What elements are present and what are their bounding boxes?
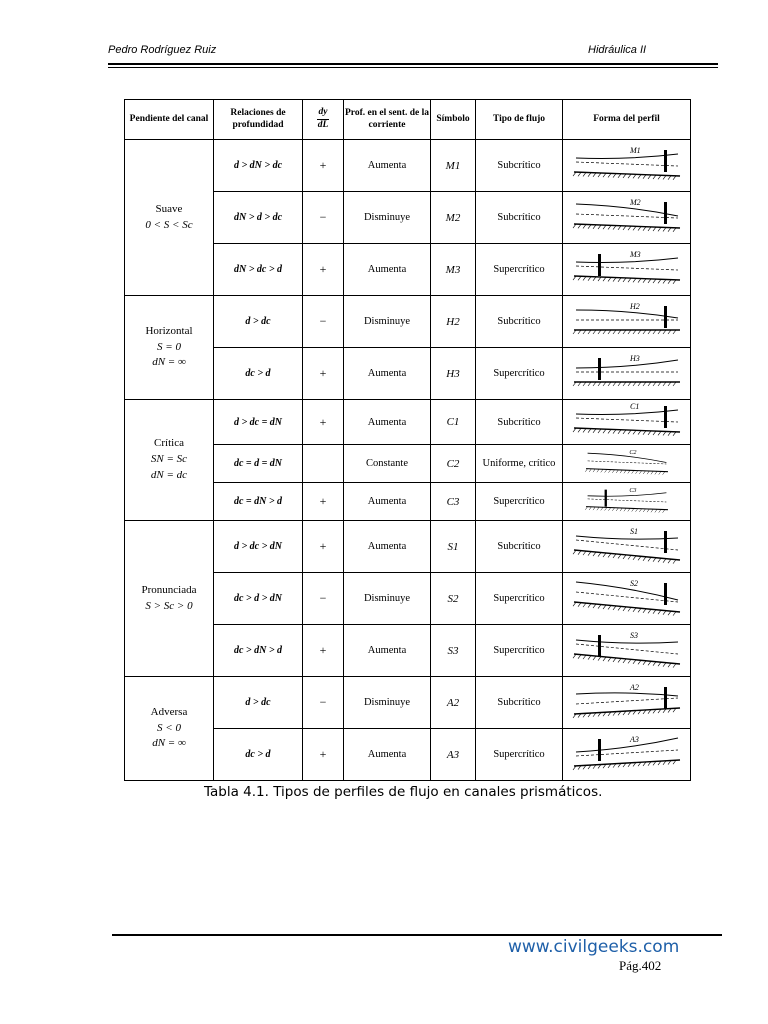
depth-reference-line [587, 498, 666, 501]
bed-hatch [643, 660, 646, 664]
flow-type: Subcrítico [476, 140, 563, 192]
profile-sketch-icon [568, 629, 686, 673]
bed-hatch [573, 550, 576, 554]
depth-reference-line [587, 460, 666, 463]
flow-type: Subcrítico [476, 296, 563, 348]
profile-label: H2 [629, 301, 640, 311]
dl-label: dL [317, 120, 329, 130]
profile-label: C2 [628, 448, 637, 456]
profile-label: A2 [629, 682, 639, 692]
bed-hatch [613, 553, 616, 557]
bed-hatch [648, 609, 651, 613]
flow-type: Subcrítico [476, 521, 563, 573]
profile-label: H3 [629, 353, 640, 363]
profile-sketch-icon [568, 248, 686, 292]
gate-control [664, 202, 667, 224]
profile-symbol: S3 [431, 625, 476, 677]
profile-shape-cell [563, 140, 691, 192]
depth-relation: dN > d > dc [214, 192, 303, 244]
depth-relation: dN > dc > d [214, 244, 303, 296]
depth-reference-line [576, 266, 678, 270]
bed-hatch [588, 655, 591, 659]
profile-sketch-icon [568, 733, 686, 777]
slope-group-cell [125, 296, 214, 400]
dydl-sign: + [303, 521, 344, 573]
table-row [125, 296, 691, 348]
dydl-sign: − [303, 296, 344, 348]
profile-sketch-icon [568, 485, 686, 519]
bed-hatch [648, 661, 651, 665]
slope-name: Pronunciada [141, 583, 197, 596]
profile-shape-cell [563, 573, 691, 625]
dydl-sign [303, 445, 344, 483]
bed-hatch [588, 551, 591, 555]
water-surface-curve [587, 453, 666, 462]
bed-hatch [638, 660, 641, 664]
dydl-sign: + [303, 348, 344, 400]
gate-control [664, 687, 667, 709]
profile-label: C3 [628, 486, 637, 494]
col-tipo: Tipo de flujo [476, 100, 563, 140]
bed-hatch [653, 609, 656, 613]
bed-hatch [668, 611, 671, 615]
bed-hatch [653, 661, 656, 665]
profile-label: M1 [629, 145, 641, 155]
footer-rule [112, 934, 722, 936]
bed-hatch [628, 555, 631, 559]
bed-hatch [603, 605, 606, 609]
depth-reference-line [576, 418, 678, 422]
water-surface-curve [576, 738, 678, 752]
profile-symbol: M1 [431, 140, 476, 192]
footer-site-link[interactable]: www.civilgeeks.com [508, 937, 680, 957]
gate-control [598, 358, 601, 380]
depth-reference-line [576, 540, 678, 550]
bed-hatch [643, 608, 646, 612]
water-surface-curve [576, 258, 678, 263]
profile-shape-cell [563, 521, 691, 573]
profile-sketch-icon [568, 577, 686, 621]
depth-trend: Disminuye [344, 296, 431, 348]
profile-shape-cell [563, 625, 691, 677]
profile-shape-cell [563, 296, 691, 348]
profile-label: A3 [629, 734, 639, 744]
profile-shape-cell [563, 445, 691, 483]
bed-hatch [598, 604, 601, 608]
profile-sketch-icon [568, 447, 686, 481]
depth-trend: Aumenta [344, 521, 431, 573]
bed-hatch [648, 557, 651, 561]
bed-hatch [638, 556, 641, 560]
slope-cond1: SN = Sc [150, 453, 188, 466]
gate-control [664, 531, 667, 553]
profile-symbol: A3 [431, 729, 476, 781]
depth-trend: Aumenta [344, 729, 431, 781]
flow-type: Supercrítico [476, 244, 563, 296]
bed-hatch [618, 606, 621, 610]
flow-type: Supercrítico [476, 729, 563, 781]
depth-trend: Aumenta [344, 140, 431, 192]
bed-hatch [618, 658, 621, 662]
bed-hatch [588, 603, 591, 607]
bed-hatch [638, 608, 641, 612]
profile-symbol: M3 [431, 244, 476, 296]
depth-trend: Aumenta [344, 625, 431, 677]
depth-relation: d > dN > dc [214, 140, 303, 192]
depth-relation: dc > d [214, 729, 303, 781]
flow-type: Subcrítico [476, 677, 563, 729]
profile-shape-cell [563, 483, 691, 521]
gate-control [664, 583, 667, 605]
flow-type: Supercrítico [476, 483, 563, 521]
profile-label: S3 [629, 630, 638, 640]
bed-hatch [593, 656, 596, 660]
dydl-sign: + [303, 625, 344, 677]
bed-hatch [583, 551, 586, 555]
bed-hatch [663, 558, 666, 562]
slope-group-cell [125, 521, 214, 677]
dydl-sign: − [303, 192, 344, 244]
depth-relation: dc > d [214, 348, 303, 400]
depth-trend: Aumenta [344, 244, 431, 296]
depth-relation: dc > dN > d [214, 625, 303, 677]
gate-control [598, 739, 601, 761]
slope-cond2: dN = ∞ [152, 737, 186, 750]
col-forma: Forma del perfil [563, 100, 691, 140]
depth-reference-line [576, 214, 678, 218]
depth-relation: dc = d = dN [214, 445, 303, 483]
bed-hatch [598, 552, 601, 556]
profile-shape-cell [563, 192, 691, 244]
bed-hatch [658, 558, 661, 562]
profile-symbol: C2 [431, 445, 476, 483]
profile-sketch-icon [568, 525, 686, 569]
depth-reference-line [576, 162, 678, 166]
depth-relation: dc > d > dN [214, 573, 303, 625]
depth-relation: d > dc > dN [214, 521, 303, 573]
bed-hatch [658, 610, 661, 614]
profile-symbol: M2 [431, 192, 476, 244]
gate-control [604, 489, 606, 506]
col-pendiente: Pendiente del canal [125, 100, 214, 140]
header-author: Pedro Rodríguez Ruiz [108, 44, 217, 56]
profile-shape-cell [563, 677, 691, 729]
bed-hatch [633, 659, 636, 663]
bed-hatch [593, 552, 596, 556]
col-relaciones: Relaciones de profundidad [214, 100, 303, 140]
water-surface-curve [576, 154, 678, 159]
profile-label: S2 [629, 578, 638, 588]
dydl-sign: + [303, 140, 344, 192]
slope-group-cell [125, 400, 214, 521]
slope-cond1: S > Sc > 0 [145, 599, 193, 612]
slope-group-cell [125, 677, 214, 781]
slope-group-cell [125, 140, 214, 296]
water-surface-curve [576, 204, 678, 216]
gate-control [598, 635, 601, 657]
bed-hatch [603, 553, 606, 557]
bed-hatch [578, 654, 581, 658]
dy-label: dy [317, 107, 330, 120]
profile-sketch-icon [568, 144, 686, 188]
bed-hatch [633, 555, 636, 559]
flow-type: Supercrítico [476, 573, 563, 625]
profile-shape-cell [563, 729, 691, 781]
depth-reference-line [576, 644, 678, 654]
slope-cond2: dN = dc [150, 468, 188, 481]
bed-hatch [608, 605, 611, 609]
bed-hatch [583, 603, 586, 607]
water-surface-curve [576, 360, 678, 368]
flow-type: Supercrítico [476, 625, 563, 677]
flow-type: Subcrítico [476, 192, 563, 244]
profile-label: S1 [629, 526, 638, 536]
bed-hatch [598, 656, 601, 660]
dydl-sign: − [303, 677, 344, 729]
header-subject: Hidráulica II [588, 44, 647, 56]
water-surface-curve [576, 640, 678, 643]
depth-trend: Disminuye [344, 677, 431, 729]
col-simbolo: Símbolo [431, 100, 476, 140]
profile-symbol: H3 [431, 348, 476, 400]
bed-hatch [628, 607, 631, 611]
bed-hatch [673, 663, 676, 667]
col-prof: Prof. en el sent. de la corriente [344, 100, 431, 140]
profile-sketch-icon [568, 300, 686, 344]
water-surface-curve [576, 536, 678, 539]
profile-shape-cell [563, 348, 691, 400]
depth-trend: Constante [344, 445, 431, 483]
depth-reference-line [576, 592, 678, 602]
bed-hatch [613, 657, 616, 661]
slope-name: Crítica [154, 437, 184, 450]
slope-cond2: dN = ∞ [152, 356, 186, 369]
profile-sketch-icon [568, 352, 686, 396]
flow-type: Supercrítico [476, 348, 563, 400]
bed-hatch [623, 606, 626, 610]
bed-hatch [608, 553, 611, 557]
depth-reference-line [576, 698, 678, 704]
water-surface-curve [576, 692, 678, 695]
table-caption: Tabla 4.1. Tipos de perfiles de flujo en canales prismáticos. [204, 784, 603, 800]
slope-cond1: S = 0 [157, 340, 181, 353]
table-row [125, 521, 691, 573]
page-number: Pág.402 [619, 958, 662, 973]
gate-control [598, 254, 601, 276]
profile-sketch-icon [568, 196, 686, 240]
slope-name: Adversa [150, 705, 188, 718]
water-surface-curve [576, 410, 678, 415]
slope-name: Horizontal [145, 324, 193, 337]
flow-type: Uniforme, crítico [476, 445, 563, 483]
profile-sketch-icon [568, 681, 686, 725]
dydl-sign: + [303, 729, 344, 781]
profile-symbol: S2 [431, 573, 476, 625]
profile-label: C1 [629, 402, 639, 411]
profile-symbol: C1 [431, 400, 476, 445]
header-rule [108, 63, 718, 65]
flow-profiles-table [124, 99, 691, 781]
gate-control [664, 306, 667, 328]
bed-hatch [673, 559, 676, 563]
table-row [125, 400, 691, 445]
flow-type: Subcrítico [476, 400, 563, 445]
dydl-sign: + [303, 400, 344, 445]
table-body [125, 140, 691, 781]
bed-hatch [618, 554, 621, 558]
profile-sketch-icon [568, 400, 686, 444]
table-row [125, 140, 691, 192]
depth-relation: d > dc [214, 677, 303, 729]
bed-hatch [603, 657, 606, 661]
bed-hatch [663, 662, 666, 666]
bed-hatch [578, 550, 581, 554]
depth-trend: Aumenta [344, 483, 431, 521]
depth-trend: Aumenta [344, 348, 431, 400]
slope-name: Suave [155, 202, 183, 215]
slope-cond1: 0 < S < Sc [145, 218, 193, 231]
dydl-sign: + [303, 244, 344, 296]
header-rule-thin [108, 67, 718, 68]
bed-hatch [623, 554, 626, 558]
depth-relation: d > dc = dN [214, 400, 303, 445]
bed-hatch [573, 654, 576, 658]
bed-hatch [663, 610, 666, 614]
bed-hatch [583, 655, 586, 659]
bed-hatch [573, 602, 576, 606]
profile-symbol: C3 [431, 483, 476, 521]
bed-hatch [593, 604, 596, 608]
profile-shape-cell [563, 244, 691, 296]
profile-symbol: A2 [431, 677, 476, 729]
water-surface-curve [587, 492, 666, 495]
col-dydl [303, 100, 344, 140]
bed-hatch [578, 602, 581, 606]
bed-hatch [633, 607, 636, 611]
profile-label: M3 [629, 249, 641, 259]
bed-hatch [628, 659, 631, 663]
dydl-sign: + [303, 483, 344, 521]
bed-hatch [643, 556, 646, 560]
table-header-row [125, 100, 691, 140]
bed-hatch [623, 658, 626, 662]
depth-trend: Aumenta [344, 400, 431, 445]
dydl-sign: − [303, 573, 344, 625]
bed-hatch [653, 557, 656, 561]
depth-trend: Disminuye [344, 573, 431, 625]
depth-trend: Disminuye [344, 192, 431, 244]
bed-hatch [613, 605, 616, 609]
water-surface-curve [576, 310, 678, 318]
profile-symbol: H2 [431, 296, 476, 348]
bed-hatch [608, 657, 611, 661]
profile-shape-cell [563, 400, 691, 445]
profile-label: M2 [629, 197, 641, 207]
profile-symbol: S1 [431, 521, 476, 573]
table-row [125, 677, 691, 729]
depth-relation: dc = dN > d [214, 483, 303, 521]
bed-hatch [658, 662, 661, 666]
bed-hatch [673, 611, 676, 615]
depth-relation: d > dc [214, 296, 303, 348]
gate-control [664, 150, 667, 172]
channel-bed-line [574, 654, 680, 664]
gate-control [664, 406, 667, 428]
bed-hatch [668, 559, 671, 563]
bed-hatch [668, 663, 671, 667]
slope-cond1: S < 0 [157, 721, 181, 734]
